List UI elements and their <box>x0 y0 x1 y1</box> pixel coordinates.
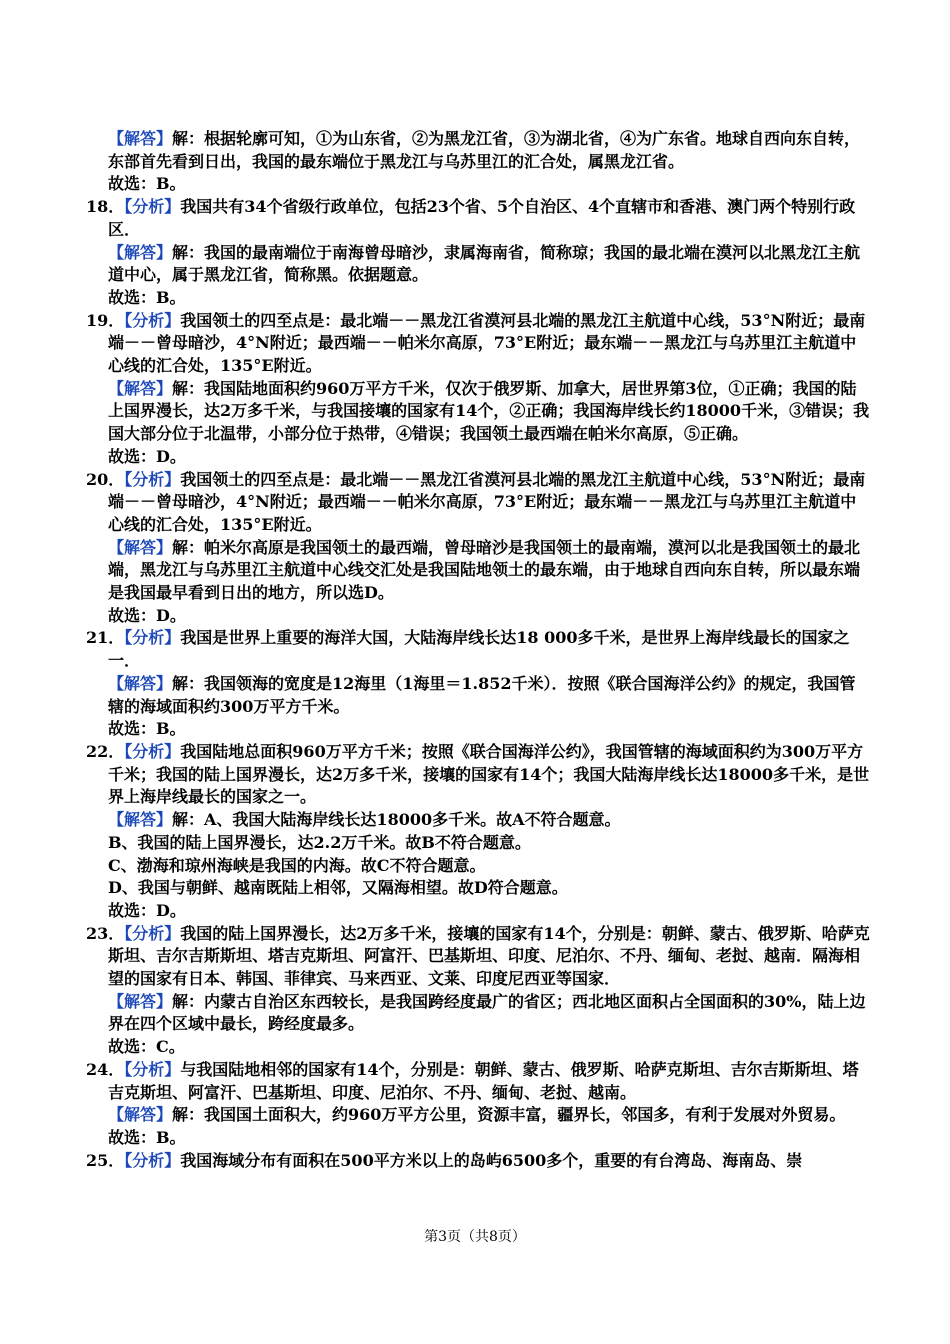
fenxi-label: 【分析】 <box>124 741 181 761</box>
fenxi-label: 【分析】 <box>124 628 181 648</box>
jieda-label: 【解答】 <box>108 537 173 557</box>
fenxi-label: 【分析】 <box>124 469 181 489</box>
q20-jieda: 【解答】解：帕米尔高原是我国领土的最西端，曾母暗沙是我国领土的最南端，漠河以北是我国领土的最北端，黑龙江与乌苏里江主航道中心线交汇处是我国陆地领土的最东端，由于地球自西向东自转，所以最东端是我国最早看到日出的地方，所以选D。 <box>108 537 861 603</box>
q22-option-c: C、渤海和琼州海峡是我国的内海。故C不符合题意。 <box>108 855 486 875</box>
q23-jieda: 【解答】解：内蒙古自治区东西较长，是我国跨经度最广的省区；西北地区面积占全国面积的30%，陆上边界在四个区域中最长，跨经度最多。 <box>108 991 866 1034</box>
jieda-label: 【解答】 <box>108 673 173 693</box>
q23-fenxi: 23．【分析】我国的陆上国界漫长，达2万多千米，接壤的国家有14个，分别是：朝鲜、蒙古、俄罗斯、哈萨克斯坦、吉尔吉斯斯坦、塔吉克斯坦、阿富汗、巴基斯坦、印度、尼泊尔、不丹、缅甸、老挝、越南．隔海相望的国家有日本、韩国、菲律宾、马来西亚、文莱、印度尼西亚等国家． <box>86 923 870 989</box>
q24-answer: 故选：B。 <box>108 1127 186 1147</box>
q20-fenxi: 20．【分析】我国领土的四至点是：最北端－－黑龙江省漠河县北端的黑龙江主航道中心线，53°N附近；最南端－－曾母暗沙，4°N附近；最西端－－帕米尔高原，73°E附近；最东端－－黑龙江与乌苏里江主航道中心线的汇合处，135°E附近。 <box>86 469 866 534</box>
page-footer: 第3页（共8页） <box>424 1229 526 1245</box>
fenxi-label: 【分析】 <box>124 923 181 943</box>
q24-fenxi: 24．【分析】与我国陆地相邻的国家有14个，分别是：朝鲜、蒙古、俄罗斯、哈萨克斯坦、吉尔吉斯斯坦、塔吉克斯坦、阿富汗、巴基斯坦、印度、尼泊尔、不丹、缅甸、老挝、越南。 <box>86 1059 859 1102</box>
fenxi-label: 【分析】 <box>124 197 181 217</box>
q19-fenxi: 19．【分析】我国领土的四至点是：最北端－－黑龙江省漠河县北端的黑龙江主航道中心线，53°N附近；最南端－－曾母暗沙，4°N附近；最西端－－帕米尔高原，73°E附近；最东端－－黑龙江与乌苏里江主航道中心线的汇合处，135°E附近。 <box>86 310 866 376</box>
q18-fenxi: 18．【分析】我国共有34个省级行政单位，包括23个省、5个自治区、4个直辖市和香港、澳门两个特别行政区． <box>86 197 856 239</box>
fenxi-label: 【分析】 <box>124 1150 181 1170</box>
q22-option-d: D、我国与朝鲜、越南既陆上相邻，又隔海相望。故D符合题意。 <box>108 878 568 898</box>
q23-number: 23． <box>86 923 125 943</box>
q20-number: 20． <box>86 469 125 489</box>
q24-jieda: 【解答】解：我国国土面积大，约960万平方公里，资源丰富，疆界长，邻国多，有利于发展对外贸易。 <box>108 1105 846 1125</box>
answer-content <box>86 128 870 1172</box>
q18-answer: 故选：B。 <box>108 287 186 307</box>
q22-jieda: 【解答】解：A、我国大陆海岸线长达18000多千米。故A不符合题意。 <box>108 810 621 830</box>
fenxi-label: 【分析】 <box>124 1059 181 1079</box>
q19-number: 19． <box>86 310 125 330</box>
q23-answer: 故选：C。 <box>108 1037 185 1057</box>
q21-number: 21． <box>86 628 125 648</box>
q19-answer: 故选：D。 <box>108 446 186 466</box>
q17-answer: 故选：B。 <box>108 174 186 194</box>
q25-fenxi: 25．【分析】我国海域分布有面积在500平方米以上的岛屿6500多个，重要的有台湾岛、海南岛、崇 <box>86 1150 803 1170</box>
q18-number: 18． <box>86 197 125 217</box>
jieda-label: 【解答】 <box>108 242 173 262</box>
jieda-label: 【解答】 <box>108 810 173 830</box>
q18-jieda: 【解答】解：我国的最南端位于南海曾母暗沙，隶属海南省，简称琼；我国的最北端在漠河以北黑龙江主航道中心，属于黑龙江省，简称黑。依据题意。 <box>108 242 861 285</box>
q22-fenxi: 22．【分析】我国陆地总面积960万平方千米；按照《联合国海洋公约》，我国管辖的海域面积约为300万平方千米；我国的陆上国界漫长，达2万多千米，接壤的国家有14个；我国大陆海岸线长达18000多千米，是世界上海岸线最长的国家之一。 <box>86 741 870 807</box>
jieda-label: 【解答】 <box>108 1105 173 1125</box>
q17-jieda: 【解答】解：根据轮廓可知，①为山东省，②为黑龙江省，③为湖北省，④为广东省。地球自西向东自转，东部首先看到日出，我国的最东端位于黑龙江与乌苏里江的汇合处，属黑龙江省。 <box>108 129 861 171</box>
q22-answer: 故选：D。 <box>108 900 186 920</box>
q20-answer: 故选：D。 <box>108 605 186 625</box>
q25-number: 25． <box>86 1150 125 1170</box>
q21-answer: 故选：B。 <box>108 719 186 739</box>
jieda-label: 【解答】 <box>108 129 173 148</box>
q24-number: 24． <box>86 1059 125 1079</box>
q19-jieda: 【解答】解：我国陆地面积约960万平方千米，仅次于俄罗斯、加拿大，居世界第3位，①正确；我国的陆上国界漫长，达2万多千米，与我国接壤的国家有14个，②正确；我国海岸线长约18000千米，③错误；我国大部分位于北温带，小部分位于热带，④错误；我国领土最西端在帕米尔高原，⑤正确。 <box>108 378 870 444</box>
jieda-label: 【解答】 <box>108 378 173 398</box>
q21-jieda: 【解答】解：我国领海的宽度是12海里（1海里＝1.852千米）．按照《联合国海洋公约》的规定，我国管辖的海域面积约300万平方千米。 <box>108 673 856 716</box>
q22-number: 22． <box>86 741 125 761</box>
q22-option-b: B、我国的陆上国界漫长，达2.2万千米。故B不符合题意。 <box>108 832 531 852</box>
q21-fenxi: 21．【分析】我国是世界上重要的海洋大国，大陆海岸线长达18 000多千米，是世界上海岸线最长的国家之一． <box>86 628 850 671</box>
fenxi-label: 【分析】 <box>124 310 181 330</box>
jieda-label: 【解答】 <box>108 991 173 1011</box>
